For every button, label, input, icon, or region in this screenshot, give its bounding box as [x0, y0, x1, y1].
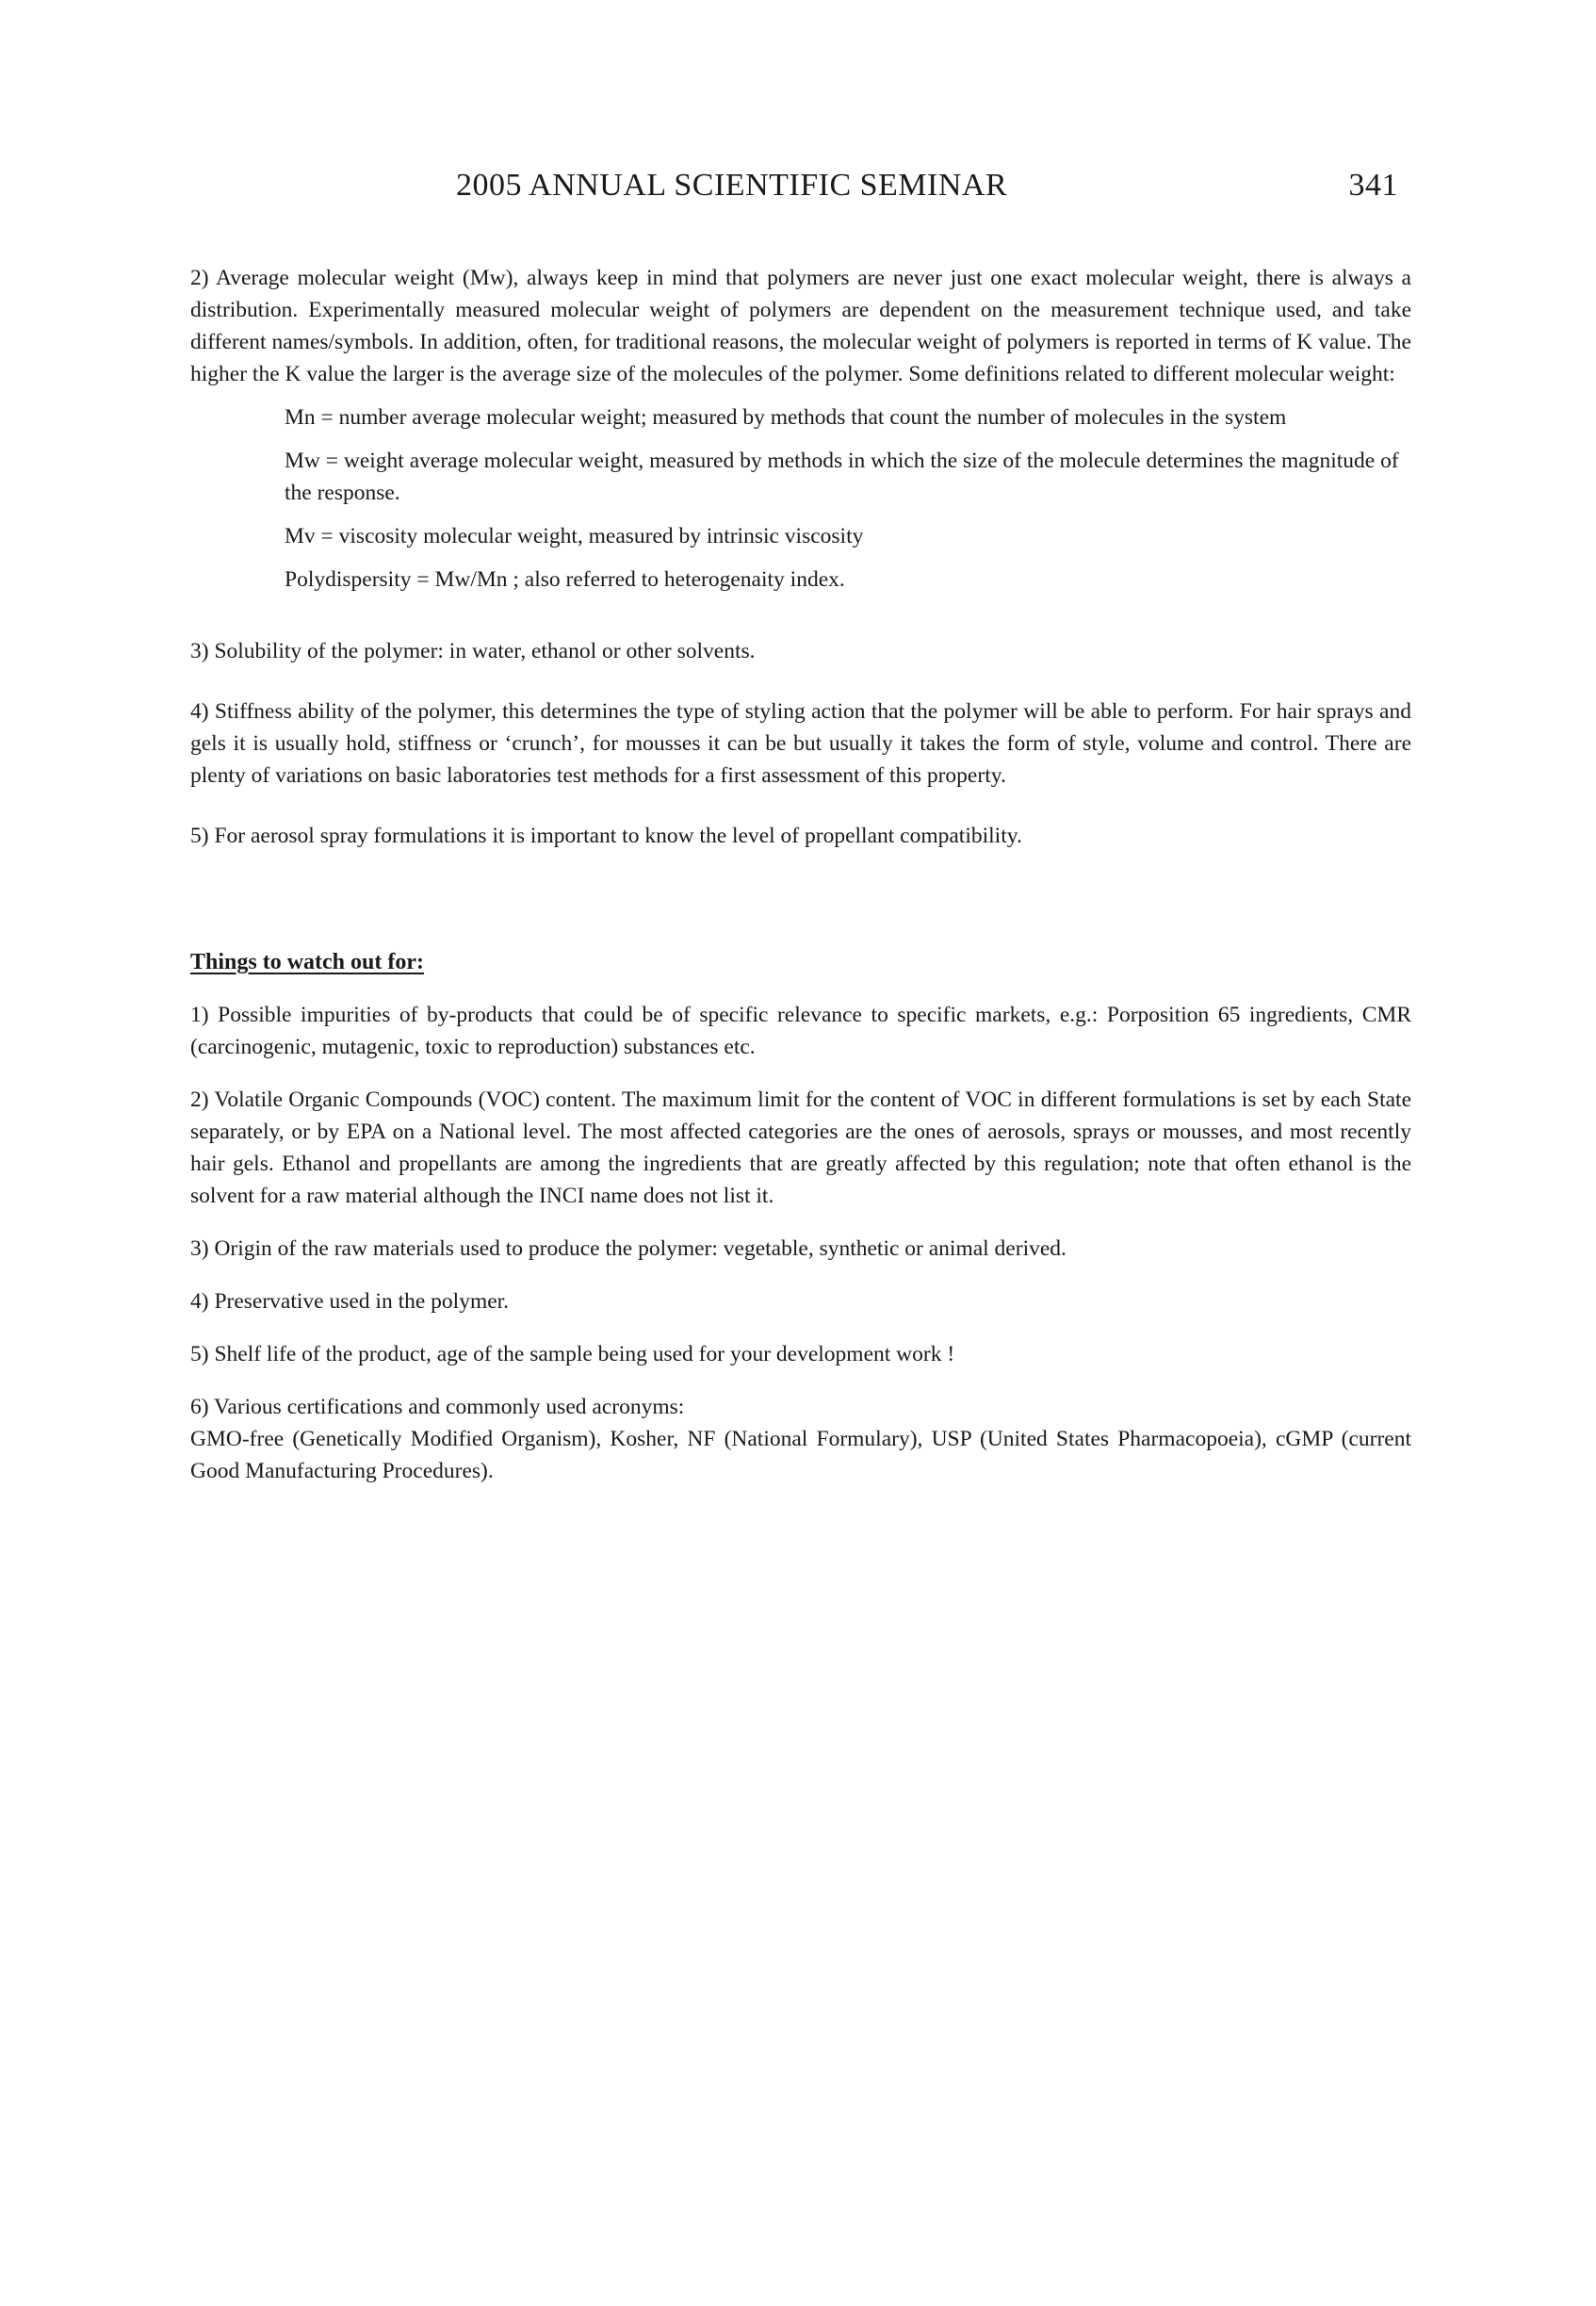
- definition-mw: Mw = weight average molecular weight, measured by methods in which the size of the molecule determines the magnitude of the response.: [285, 449, 1399, 505]
- watch-item-3-origin: 3) Origin of the raw materials used to produce the polymer: vegetable, synthetic or animal derived.: [190, 1236, 1067, 1261]
- page-body: [190, 262, 1411, 1487]
- definition-mv: Mv = viscosity molecular weight, measured by intrinsic viscosity: [285, 524, 864, 548]
- watch-item-4-preservative: 4) Preservative used in the polymer.: [190, 1289, 510, 1314]
- watch-item-6-intro: 6) Various certifications and commonly used acronyms:: [190, 1395, 685, 1419]
- definition-mn: Mn = number average molecular weight; measured by methods that count the number of molecules in the system: [285, 405, 1287, 430]
- molecular-weight-definitions: [285, 401, 1411, 596]
- watch-item-5-shelf-life: 5) Shelf life of the product, age of the sample being used for your development work !: [190, 1342, 955, 1366]
- section-heading-watch-out: Things to watch out for:: [190, 950, 425, 974]
- item-2-average-molecular-weight: 2) Average molecular weight (Mw), always keep in mind that polymers are never just one exact molecular weight, there is always a distribution. Experimentally measured molecular weight of polymers are dependent on the measurement technique used, and take different names/symbols. In addition, often, for traditional reasons, the molecular weight of polymers is reported in terms of K value. The higher the K value the larger is the average size of the molecules of the polymer. Some definitions related to different molecular weight:: [190, 266, 1411, 386]
- item-3-solubility: 3) Solubility of the polymer: in water, ethanol or other solvents.: [190, 639, 756, 663]
- page-header: [456, 168, 1398, 224]
- item-5-propellant: 5) For aerosol spray formulations it is important to know the level of propellant compatibility.: [190, 824, 1022, 848]
- watch-item-2-voc: 2) Volatile Organic Compounds (VOC) content. The maximum limit for the content of VOC in different formulations is set by each State separately, or by EPA on a National level. The most affected categories are the ones of aerosols, sprays or mousses, and most recently hair gels. Ethanol and propellants are among the ingredients that are greatly affected by this regulation; note that often ethanol is the solvent for a raw material although the INCI name does not list it.: [190, 1088, 1411, 1208]
- watch-item-6-acronyms: GMO-free (Genetically Modified Organism), Kosher, NF (National Formulary), USP (United States Pharmacopoeia), cGMP (current Good Manufacturing Procedures).: [190, 1427, 1411, 1483]
- item-4-stiffness: 4) Stiffness ability of the polymer, this determines the type of styling action that the polymer will be able to perform. For hair sprays and gels it is usually hold, stiffness or ‘crunch’, for mousses it can be but usually it takes the form of style, volume and control. There are plenty of variations on basic laboratories test methods for a first assessment of this property.: [190, 699, 1411, 788]
- watch-item-6-certifications: [190, 1391, 1411, 1487]
- definition-polydispersity: Polydispersity = Mw/Mn ; also referred to heterogenaity index.: [285, 567, 845, 592]
- page-number: 341: [1348, 168, 1398, 203]
- running-title: 2005 ANNUAL SCIENTIFIC SEMINAR: [456, 168, 1008, 203]
- watch-item-1-impurities: 1) Possible impurities of by-products that could be of specific relevance to specific markets, e.g.: Porposition 65 ingredients, CMR (carcinogenic, mutagenic, toxic to reproduction) substances etc.: [190, 1003, 1411, 1059]
